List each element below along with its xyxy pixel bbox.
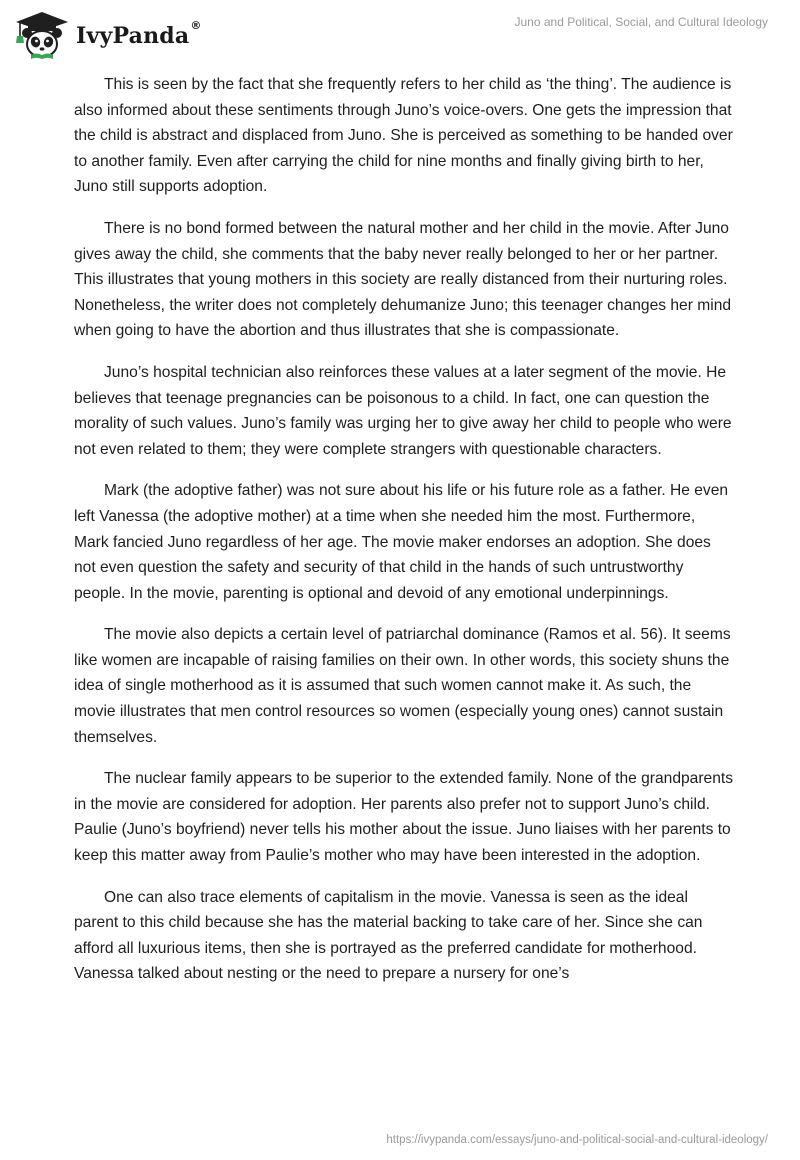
essay-paragraph: Mark (the adoptive father) was not sure about his life or his future role as a father. He even left Vanessa (the adoptive mother) at a time when she needed him the most. Furthermore, Mark fancied Juno regardless of her age. The movie maker endorses an adoption. She does not even question the safety and security of that child in the hands of such untrustworthy people. In the movie, parenting is optional and devoid of any emotional underpinnings. — [74, 482, 729, 602]
essay-paragraph: One can also trace elements of capitalism in the movie. Vanessa is seen as the ideal parent to this child because she has the material backing to take care of her. Since she can afford all luxurious items, then she is portrayed as the preferred candidate for motherhood. Vanessa talked about nesting or the need to prepare a nursery for one’s — [74, 888, 703, 983]
source-url[interactable]: https://ivypanda.com/essays/juno-and-political-social-and-cultural-ideology/ — [386, 1134, 768, 1146]
essay-paragraph: The nuclear family appears to be superior to the extended family. None of the grandparents in the movie are considered for adoption. Her parents also prefer not to support Juno’s child. Paulie (Juno’s boyfriend) never tells his mother about the issue. Juno liaises with her parents to keep this matter away from Paulie’s mother who may have been interested in the adoption. — [74, 770, 734, 865]
brand-name: IvyPanda® — [76, 19, 202, 49]
essay-paragraph: This is seen by the fact that she frequently refers to her child as ‘the thing’. The audience is also informed about these sentiments through Juno’s voice-overs. One gets the impression that the child is abstract and displaced from Juno. She is perceived as something to be handed over to another family. Even after carrying the child for nine months and finally giving birth to her, Juno still supports adoption. — [74, 76, 733, 196]
essay-paragraph: Juno’s hospital technician also reinforces these values at a later segment of the movie. He believes that teenage pregnancies can be poisonous to a child. In fact, one can question the morality of such values. Juno’s family was urging her to give away her child to people who were not even related to them; they were complete strangers with questionable characters. — [74, 363, 732, 458]
registered-mark: ® — [190, 19, 202, 32]
essay-paragraph: The movie also depicts a certain level of patriarchal dominance (Ramos et al. 56). It seems like women are incapable of raising families on their own. In other words, this society shuns the idea of single motherhood as it is assumed that such women cannot make it. As such, the movie illustrates that men control resources so women (especially young ones) cannot sustain themselves. — [74, 626, 731, 746]
brand-logo[interactable] — [14, 10, 202, 60]
page-header — [0, 0, 800, 70]
essay-body — [74, 72, 734, 1003]
document-title: Juno and Political, Social, and Cultural Ideology — [514, 15, 768, 29]
panda-graduation-cap-icon — [14, 10, 70, 60]
essay-paragraph: There is no bond formed between the natural mother and her child in the movie. After Juno gives away the child, she comments that the baby never really belonged to her or her partner. This illustrates that young mothers in this society are really distanced from their nurturing roles. Nonetheless, the writer does not completely dehumanize Juno; this teenager changes her mind when going to have the abortion and thus illustrates that she is compassionate. — [74, 219, 732, 340]
